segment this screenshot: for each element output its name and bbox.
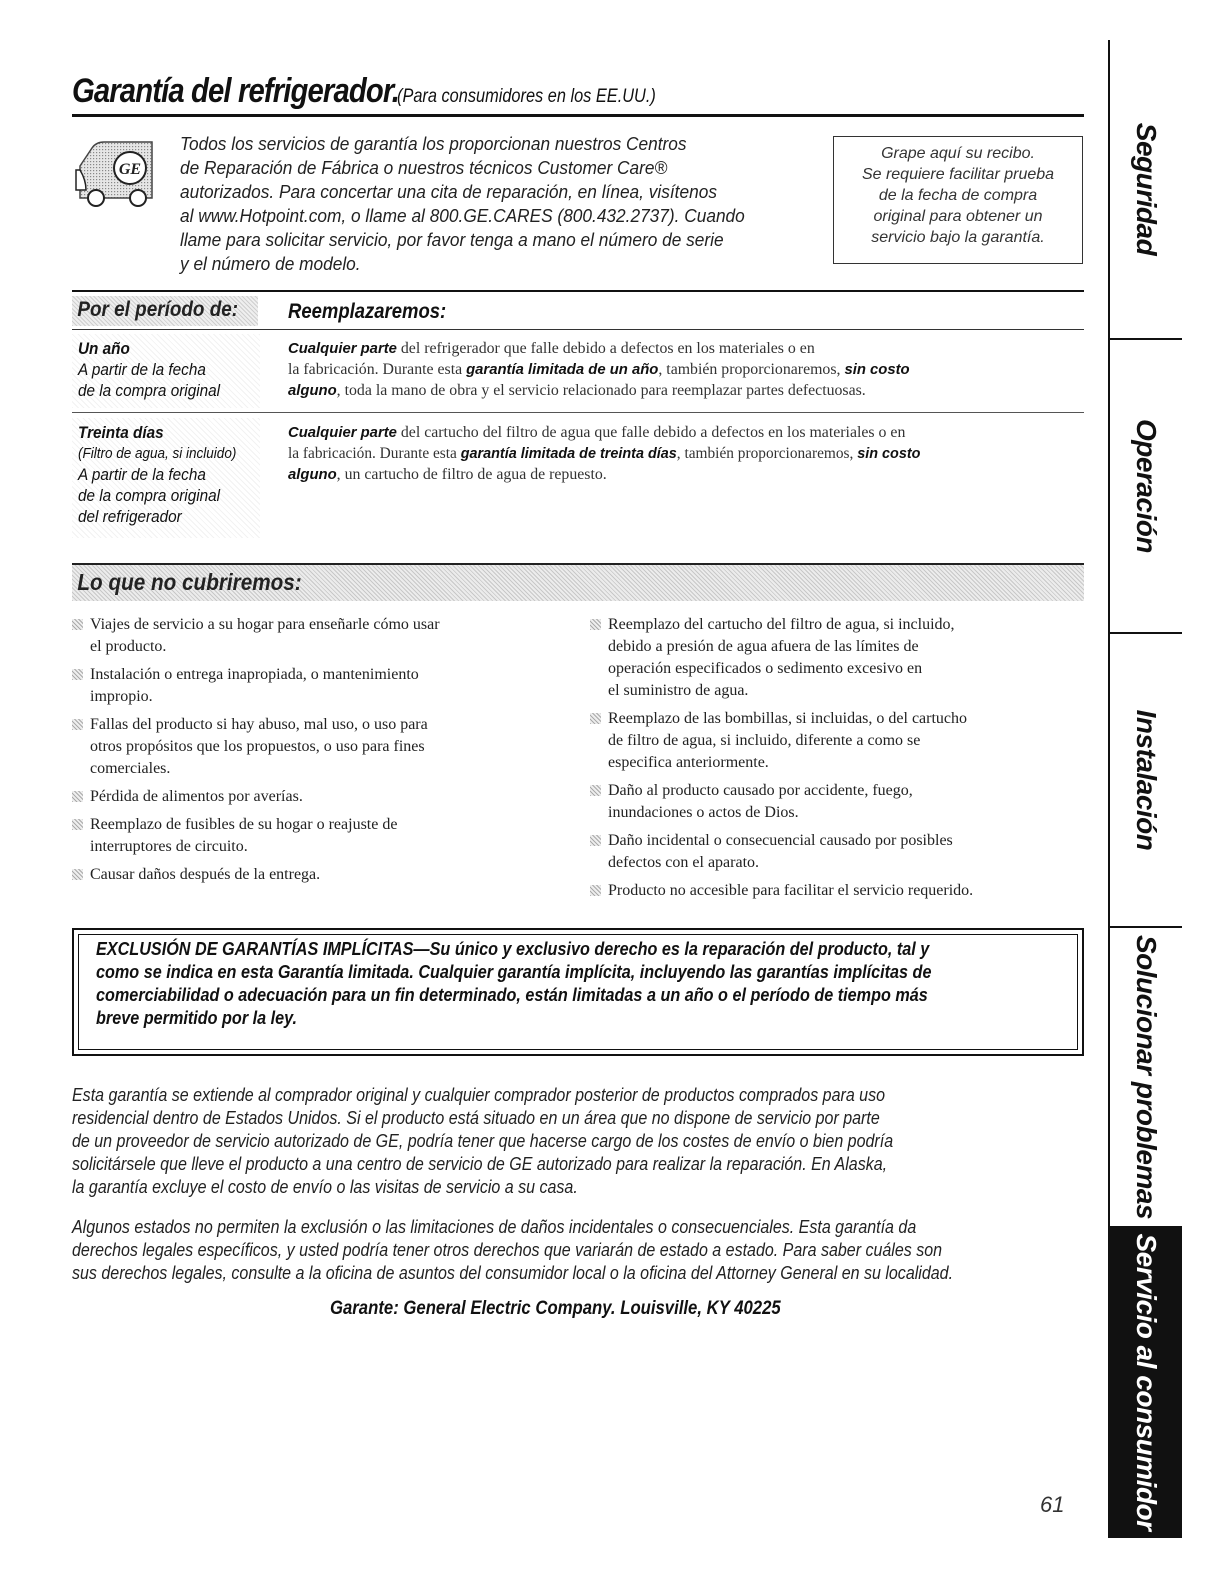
tab-label: Seguridad [1131, 122, 1162, 256]
period-line: del refrigerador [78, 507, 182, 526]
cover-text: , también proporcionaremos, [676, 445, 858, 462]
tab-servicio-al-consumidor[interactable] [1110, 1228, 1182, 1538]
legal-rights-paragraph: Algunos estados no permiten la exclusión o las limitaciones de daños incidentales o consecuenciales. Esta garantía da derechos legales específicos, y usted podría tener otros derechos que variarán de estado a estado. Para saber cuáles son sus derechos legales, consulte a la oficina de asuntos del consumidor local o la oficina del Attorney General en su localidad. [72, 1217, 954, 1283]
tab-label: Operación [1131, 419, 1162, 553]
coverage-paragraph: Esta garantía se extiende al comprador original y cualquier comprador posterior de productos comprados para uso residencial dentro de Estados Unidos. Si el producto está situado en un área que no dispone de servicio por parte de un proveedor de servicio autorizado de GE, podría tener que hacerse cargo de los costes de envío o bien podría solicitársele que lleve el producto a una centro de servicio de GE autorizado para realizar la reparación. En Alaska, la garantía excluye el costo de envío o las visitas de servicio a su casa. [72, 1085, 894, 1197]
period-title: Un año [78, 339, 130, 358]
not-covered-header [72, 563, 1084, 601]
list-item: Fallas del producto si hay abuso, mal uso, o uso para otros propósitos que los propuestos, o uso para fines comerciales. [72, 714, 572, 780]
page-title: Garantía del refrigerador. [72, 72, 400, 110]
period-column-header [72, 296, 258, 326]
bullet-icon [72, 869, 83, 880]
period-line: de la compra original [78, 486, 221, 505]
tab-seguridad[interactable] [1110, 40, 1182, 340]
row-divider [72, 412, 1084, 413]
bullet-icon [590, 785, 601, 796]
page-header [72, 72, 1082, 112]
bullet-icon [72, 619, 83, 630]
tab-label: Instalación [1131, 709, 1162, 851]
tab-label: Servicio al consumidor [1131, 1233, 1162, 1531]
tab-solucionar-problemas[interactable] [1110, 928, 1182, 1228]
receipt-line: original para obtener un [873, 208, 1043, 225]
cover-emphasis: sin costo [844, 361, 910, 378]
tab-operacion[interactable] [1110, 340, 1182, 634]
implied-warranty-exclusion-box [72, 928, 1084, 1056]
intro-line: llame para solicitar servicio, por favor tenga a mano el número de serie [180, 230, 724, 250]
service-van-icon [72, 128, 162, 208]
cover-text: del refrigerador que falle debido a defectos en los materiales o en [396, 340, 815, 357]
receipt-line: Se requiere facilitar prueba [861, 166, 1055, 183]
cover-emphasis: sin costo [857, 445, 921, 462]
cover-cell-thirty-days [288, 422, 1088, 485]
list-item: Causar daños después de la entrega. [72, 864, 572, 886]
bullet-icon [590, 619, 601, 630]
period-line: A partir de la fecha [78, 360, 206, 379]
period-note: (Filtro de agua, si incluido) [78, 445, 237, 462]
not-covered-list-right [590, 614, 1090, 908]
bullet-icon [72, 791, 83, 802]
cover-text: , un cartucho de filtro de agua de repuesto. [336, 466, 607, 483]
intro-line: y el número de modelo. [180, 254, 361, 274]
list-item: Reemplazo de las bombillas, si incluidas, o del cartucho de filtro de agua, si incluido, diferente a como se especifica anteriormente. [590, 708, 1090, 774]
cover-emphasis: alguno [288, 466, 337, 483]
list-item: Daño incidental o consecuencial causado por posibles defectos con el aparato. [590, 830, 1090, 874]
cover-text: la fabricación. Durante esta [288, 445, 461, 462]
receipt-staple-box [833, 136, 1083, 264]
not-covered-list-left [72, 614, 572, 892]
tab-label: Solucionar problemas [1131, 934, 1162, 1220]
period-cell-one-year [78, 338, 258, 401]
cover-emphasis: garantía limitada de treinta días [460, 445, 677, 462]
bullet-icon [590, 713, 601, 724]
cover-emphasis: alguno [288, 382, 337, 399]
bullet-icon [72, 819, 83, 830]
cover-text: , también proporcionaremos, [658, 361, 845, 378]
period-line: de la compra original [78, 381, 221, 400]
cover-text: del cartucho del filtro de agua que falle debido a defectos en los materiales o en [396, 424, 906, 441]
cover-emphasis: garantía limitada de un año [466, 361, 659, 378]
list-item: Pérdida de alimentos por averías. [72, 786, 572, 808]
intro-line: autorizados. Para concertar una cita de reparación, en línea, visítenos [180, 182, 717, 202]
bullet-icon [590, 885, 601, 896]
intro-line: Todos los servicios de garantía los proporcionan nuestros Centros [180, 134, 687, 154]
cover-emphasis: Cualquier parte [288, 424, 397, 441]
list-item: Daño al producto causado por accidente, fuego, inundaciones o actos de Dios. [590, 780, 1090, 824]
receipt-line: servicio bajo la garantía. [871, 229, 1045, 246]
intro-line: al www.Hotpoint.com, o llame al 800.GE.CARES (800.432.2737). Cuando [180, 206, 745, 226]
intro-line: de Reparación de Fábrica o nuestros técnicos Customer Care® [180, 158, 668, 178]
period-cell-thirty-days [78, 422, 258, 527]
receipt-line: de la fecha de compra [878, 187, 1038, 204]
cover-text: , toda la mano de obra y el servicio relacionado para reemplazar partes defectuosas. [336, 382, 866, 399]
tab-instalacion[interactable] [1110, 634, 1182, 928]
list-item: Reemplazo del cartucho del filtro de agua, si incluido, debido a presión de agua afuera de las límites de operación especificados o sedimento excesivo en el suministro de agua. [590, 614, 1090, 702]
bullet-icon [590, 835, 601, 846]
replace-column-header: Reemplazaremos: [288, 300, 447, 323]
list-item: Viajes de servicio a su hogar para enseñarle cómo usar el producto. [72, 614, 572, 658]
period-line: A partir de la fecha [78, 465, 206, 484]
list-item: Instalación o entrega inapropiada, o mantenimiento impropio. [72, 664, 572, 708]
page-number: 61 [1040, 1492, 1065, 1517]
page-subtitle: (Para consumidores en los EE.UU.) [396, 86, 656, 107]
header-rule [72, 114, 1084, 117]
guarantor-line: Garante: General Electric Company. Louisville, KY 40225 [330, 1298, 781, 1319]
period-header-label: Por el período de: [77, 298, 239, 321]
list-item: Reemplazo de fusibles de su hogar o reajuste de interruptores de circuito. [72, 814, 572, 858]
not-covered-title: Lo que no cubriremos: [77, 569, 302, 595]
period-title: Treinta días [78, 423, 164, 442]
table-header-rule [72, 329, 1084, 330]
cover-emphasis: Cualquier parte [288, 340, 397, 357]
intro-text [180, 132, 860, 276]
svg-text:GE: GE [118, 161, 142, 178]
exclusion-text: EXCLUSIÓN DE GARANTÍAS IMPLÍCITAS—Su único y exclusivo derecho es la reparación del producto, tal y como se indica en esta Garantía limitada. Cualquier garantía implícita, incluyendo las garantías implícitas de comerciabilidad o adecuación para un fin determinado, están limitadas a un año o el período de tiempo más breve permitido por la ley. [96, 939, 932, 1028]
section-tabs [1108, 40, 1182, 1538]
cover-text: la fabricación. Durante esta [288, 361, 467, 378]
receipt-line: Grape aquí su recibo. [881, 145, 1035, 162]
list-item: Producto no accesible para facilitar el servicio requerido. [590, 880, 1090, 902]
cover-cell-one-year [288, 338, 1088, 401]
bullet-icon [72, 719, 83, 730]
table-top-rule [72, 290, 1084, 292]
bullet-icon [72, 669, 83, 680]
